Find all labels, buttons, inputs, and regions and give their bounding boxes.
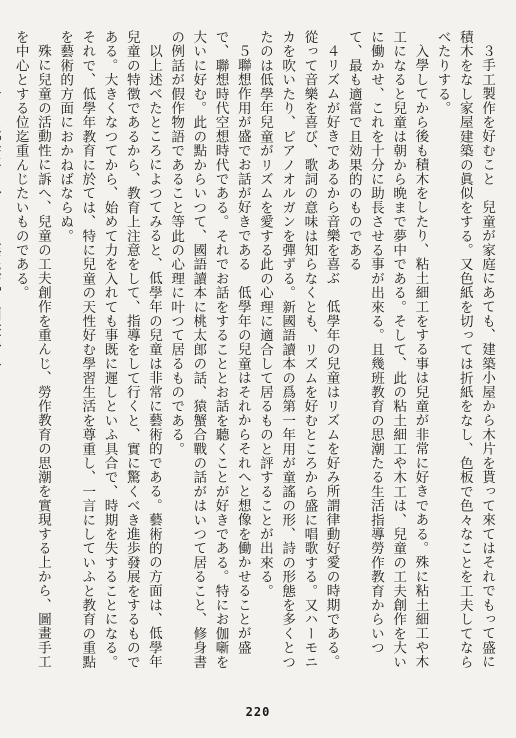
section-number: [0, 81, 4, 96]
vertical-text-body: [12, 30, 498, 682]
paragraph-handicraft: ３手工製作を好むこと 兒童が家庭にあても、建築小屋から木片を貰って來てはそれでもって盛に積木をなし家屋建築の眞似をする。又色紙を切っては折紙をなし、色板で色々なことを工夫してならべたりする。: [434, 30, 495, 669]
paragraph-emphasis: 殊に兒童の活動性に訴へ、兒童の工夫創作を重んじ、勞作教育の思潮を實現する上から、圖畫手工を中心とする位迄重んじたいものである。: [12, 30, 51, 669]
page-number: 220: [245, 705, 271, 719]
paragraph-stories: ５聯想作用が盛でお話が好きである 低學年の兒童はそれからそれへと想像を働かせることが盛で、聯想時代空想時代である。それでお話をすることとお話を聽くことが好きである。特にお伽噺を大いに好む。此の點からいつて、國語讀本に桃太郎の話、猿蟹合戰の話がはいつて居ること、修身書の例話が假作物語であること等此の心理に叶つて居るものである。: [168, 30, 251, 669]
paragraph-clay-work: 入學してから後も積木をしたり、粘土細工をする事は兒童が非常に好きである。殊に粘土細工や木工になると兒童は朝から晩まで夢中である。そして、此の粘土細工や木工は、兒童の工夫創作を大いに働かせ、これを十分に助長させる事が出來る。且幾班教育の思潮たる生活指導勞作教育からいつて、最も適當で且効果的のものである: [345, 30, 429, 669]
section-title: [0, 125, 1, 367]
paragraph-summary: 以上述べたところによつてみると、低學年の兒童は非常に藝術的である。藝術的の方面は、低學年兒童の特徴であるから、教育上注意をして、指導をして行くと、實に驚くべき進歩發展をするものである。大きくなつてから、始めて力を入れても事既に遲しといふ具合で、時期を失することになる。それで、低學年教育に於ては、特に兒童の天性好む學習生活を尊重し、一言にしていふと教育の重點を藝術的方面におかねばならぬ。: [57, 30, 162, 669]
paragraph-rhythm-music: ４リズムが好きであるから音樂を喜ぶ 低學年の兒童はリズムを好み所謂律動好愛の時期である。從って音樂を喜び、歌詞の意味は知らなくとも、リズムを好むところから盛に唱歌する。又ハーモニカを吹いたり、ピアノオルガンを彈ずる。新國語讀本の爲第一年用が童謠の形、詩の形態を多くとつたのは低學年兒童がリズムを愛する此の心理に適合して居るものと評することが出來る。: [256, 30, 340, 669]
section-heading: [0, 30, 10, 682]
